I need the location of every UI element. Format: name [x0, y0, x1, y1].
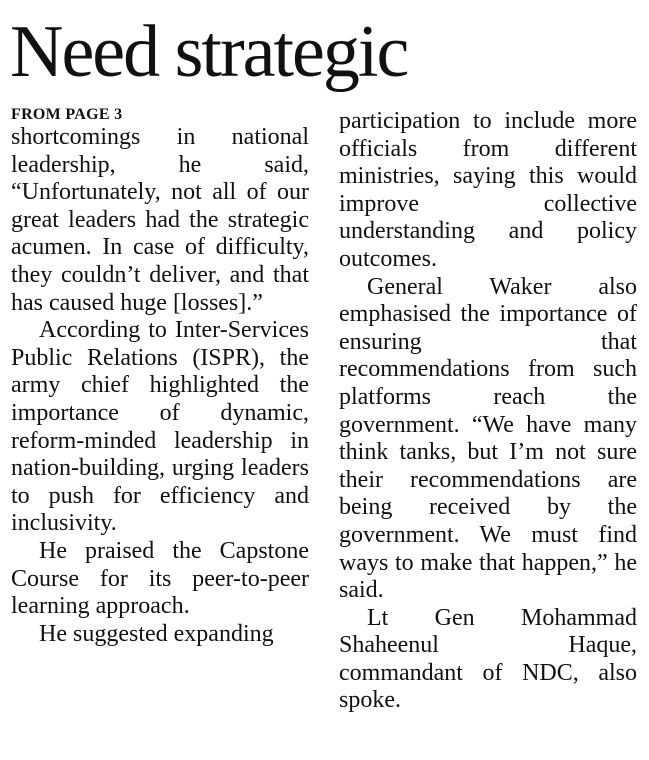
- paragraph: He praised the Capstone Course for its peer-to-peer learning approach.: [11, 537, 309, 620]
- headline: Need strategic: [10, 11, 408, 93]
- paragraph: He suggested expanding: [39, 620, 274, 647]
- article-column-right: [339, 108, 637, 715]
- article-column-left: [11, 106, 309, 648]
- paragraph: According to Inter-Services Public Relations (ISPR), the army chief highlighted the importance of dynamic, reform-minded leadership in nation-building, urging leaders to push for efficiency and inclusivity.: [11, 317, 309, 537]
- paragraph: General Waker also emphasised the importance of ensuring that recommendations from such platforms reach the government. “We have many think tanks, but I’m not sure their recommendations are being received by the government. We must find ways to make that happen,” he said.: [339, 273, 637, 604]
- paragraph: shortcomings in national leadership, he said, “Unfortunately, not all of our great leaders had the strategic acumen. In case of difficulty, they couldn’t deliver, and that has caused huge [losses].”: [11, 124, 309, 316]
- paragraph: Lt Gen Mohammad Shaheenul Haque, commandant of NDC, also spoke.: [339, 604, 637, 714]
- continued-from-label: FROM PAGE 3: [11, 106, 123, 123]
- paragraph: participation to include more officials from different ministries, saying this would improve collective understanding and policy outcomes.: [339, 108, 637, 272]
